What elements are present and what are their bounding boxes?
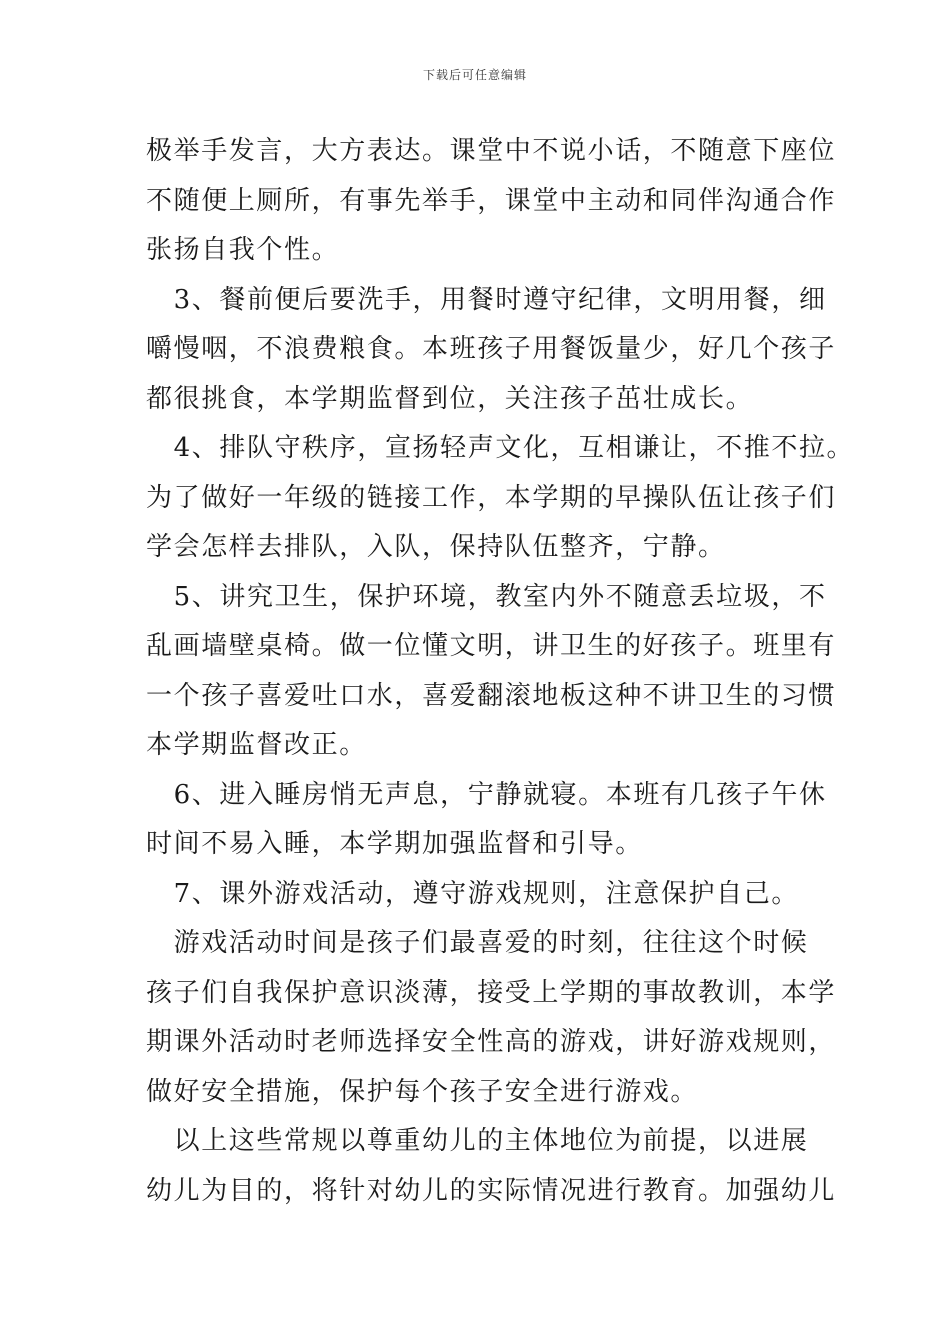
text-line: 极举手发言，大方表达。课堂中不说小话，不随意下座位 (146, 136, 837, 166)
text-line: 幼儿为目的，将针对幼儿的实际情况进行教育。加强幼儿 (146, 1175, 837, 1206)
text-line: 游戏活动时间是孩子们最喜爱的时刻，往往这个时候 (146, 928, 809, 958)
text-line: 5、讲究卫生，保护环境，教室内外不随意丢垃圾，不 (146, 581, 827, 612)
text-line: 都很挑食，本学期监督到位，关注孩子茁壮成长。 (146, 383, 754, 414)
text-line: 7、课外游戏活动，遵守游戏规则，注意保护自己。 (146, 878, 799, 909)
text-line: 6、进入睡房悄无声息，宁静就寝。本班有几孩子午休 (146, 779, 827, 810)
text-line: 3、餐前便后要洗手，用餐时遵守纪律，文明用餐，细 (146, 284, 827, 315)
paragraph-item-7-outdoor-games (146, 870, 826, 920)
paragraph-item-5-hygiene (146, 573, 837, 771)
text-line: 以上这些常规以尊重幼儿的主体地位为前提，以进展 (146, 1126, 809, 1156)
text-line: 做好安全措施，保护每个孩子安全进行游戏。 (146, 1076, 699, 1107)
page-header-note: 下载后可任意编辑 (422, 68, 527, 82)
paragraph-item-3-meals (146, 276, 837, 425)
document-body (146, 127, 855, 1216)
text-line: 一个孩子喜爱吐口水，喜爱翻滚地板这种不讲卫生的习惯 (146, 680, 837, 711)
text-line: 张扬自我个性。 (146, 235, 340, 265)
paragraph-game-safety (146, 919, 837, 1117)
text-line: 学会怎样去排队，入队，保持队伍整齐，宁静。 (146, 532, 726, 562)
paragraph-item-6-nap (146, 771, 826, 870)
text-line: 不随便上厕所，有事先举手，课堂中主动和同伴沟通合作 (146, 185, 837, 216)
text-line: 孩子们自我保护意识淡薄，接受上学期的事故教训，本学 (146, 977, 837, 1008)
text-line: 4、排队守秩序，宣扬轻声文化，互相谦让，不推不拉。 (146, 433, 855, 463)
text-line: 乱画墙壁桌椅。做一位懂文明，讲卫生的好孩子。班里有 (146, 631, 837, 661)
text-line: 时间不易入睡，本学期加强监督和引导。 (146, 829, 643, 859)
paragraph-summary (146, 1117, 837, 1216)
text-line: 期课外活动时老师选择安全性高的游戏，讲好游戏规则， (146, 1027, 837, 1057)
text-line: 嚼慢咽，不浪费粮食。本班孩子用餐饭量少，好几个孩子 (146, 334, 837, 364)
text-line: 本学期监督改正。 (146, 730, 367, 760)
text-line: 为了做好一年级的链接工作，本学期的早操队伍让孩子们 (146, 482, 837, 513)
paragraph-item-4-queueing (146, 424, 855, 573)
paragraph-classroom-rules (146, 127, 837, 276)
